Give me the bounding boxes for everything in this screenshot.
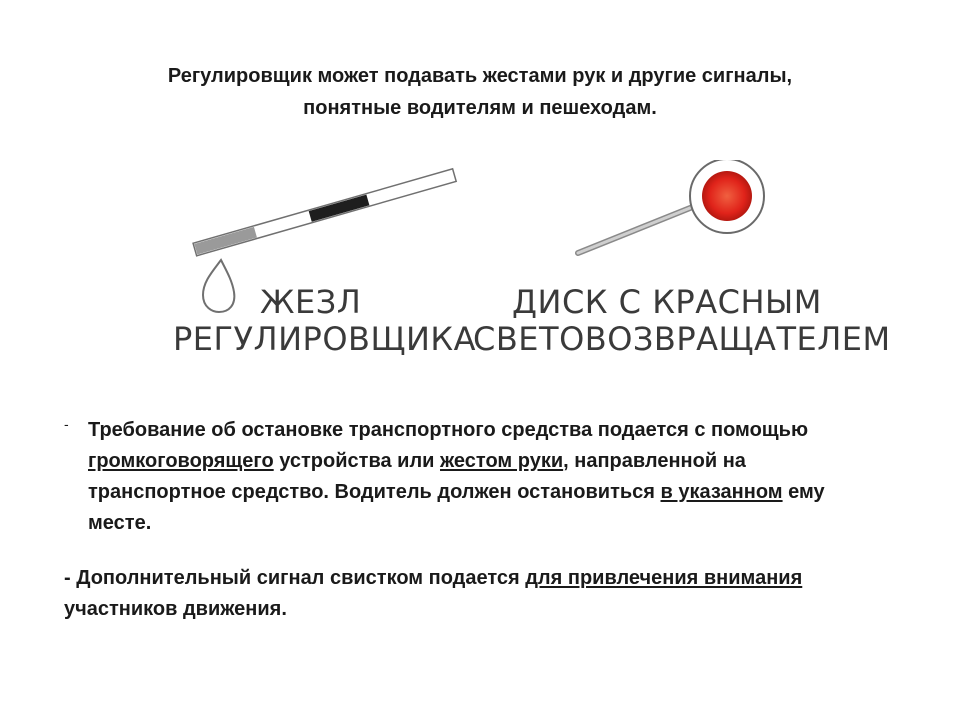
baton-loop-icon xyxy=(203,260,234,312)
disc-caption-line-1: ДИСК С КРАСНЫМ xyxy=(512,283,822,321)
red-reflector-disc-icon xyxy=(578,160,764,253)
baton-caption-line-1: ЖЕЗЛ xyxy=(260,283,362,321)
underlined-hand-gesture: жестом руки xyxy=(440,450,564,472)
baton-caption-line-2: РЕГУЛИРОВЩИКА xyxy=(173,320,477,358)
illustration xyxy=(0,160,960,380)
disc-caption-line-2: СВЕТОВОЗВРАЩАТЕЛЕМ xyxy=(473,320,891,358)
red-reflector xyxy=(702,171,752,221)
title-line-2: понятные водителям и пешеходам. xyxy=(303,97,657,119)
bullet-whistle-signal: - Дополнительный сигнал свистком подается для привлечения внимания участников движения. xyxy=(64,567,803,620)
title-line-1: Регулировщик может подавать жестами рук и другие сигналы, xyxy=(167,65,793,87)
underlined-indicated-place: в указанном xyxy=(660,481,783,503)
underlined-loudspeaker: громкоговорящего xyxy=(88,450,274,472)
underlined-attract-attention: для привлечения внимания xyxy=(525,567,803,589)
slide-title xyxy=(40,60,920,124)
bullet-marker: - xyxy=(64,416,69,432)
bullet-stop-request-text: Требование об остановке транспортного средства подается с помощью громкоговорящего устройства или жестом руки, направленной на транспортное средство. Водитель должен остановиться в указанном ему месте. xyxy=(88,419,825,534)
bullet-stop-request xyxy=(64,415,844,539)
